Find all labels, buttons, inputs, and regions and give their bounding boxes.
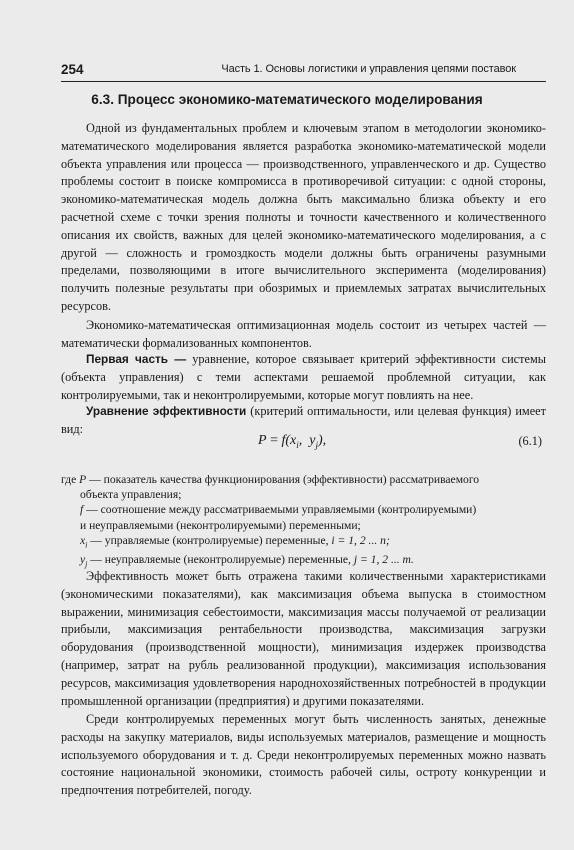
- definition-y: $y_j$ — неуправляемые (неконтролируемые) переменные, j = 1, 2 ... m.: [80, 553, 414, 569]
- first-part-text: уравнение, которое связывает критерий эффективности системы (объекта управления) с теми аспектами решаемой проблемной ситуации, как контролируемыми, так и неконтролируемыми, которые могут повлиять на нее.: [61, 352, 546, 402]
- formula: $P = f(x_i$, $y_j$),: [258, 433, 327, 450]
- paragraph-model-parts: Экономико-математическая оптимизационная модель состоит из четырех частей — математически формализованных компонентов.: [61, 318, 546, 350]
- formula-lhs: P: [258, 433, 267, 448]
- definition-f-continued: и неуправляемыми (неконтролируемыми) переменными;: [80, 518, 361, 532]
- paragraph-intro: Одной из фундаментальных проблем и ключевым этапом в методологии экономико-математического моделирования является разработка экономико-математической модели объекта управления или процесса — производственного, управленческого и др. Существо проблемы состоит в поиске компромисса в противоречивой ситуации: с одной стороны, экономико-математическая модель должна быть максимально близка объекту и его расчетной схеме с точки зрения полноты и точности качественного и количественного описания их свойств, важных для целей экономико-математического моделирования, а с другой — сложность и громоздкость модели должны быть ограничены разумными пределами, позволяющими в итоге вычислительного эксперимента (моделирования) получить полезные результаты при обозримых и приемлемых затратах вычислительных ресурсов.: [61, 121, 546, 313]
- page-number: 254: [61, 62, 84, 77]
- definition-p: где P — показатель качества функционирования (эффективности) рассматриваемого: [61, 473, 480, 486]
- efficiency-equation-text: (критерий оптимальности, или целевая функция) имеет вид:: [61, 404, 546, 436]
- paragraph-variables: Среди контролируемых переменных могут быть численность занятых, денежные расходы на закупку материалов, виды используемых материалов, размещение и мощность используемого оборудования и т. д. Среди неконтролируемых переменных можно назвать состояние национальной экономики, стоимость рабочей силы, остроту конкуренции и предпочтения потребителей, погоду.: [61, 712, 546, 798]
- definition-p-continued: объекта управления;: [80, 488, 182, 502]
- formula-number: (6.1): [518, 434, 542, 448]
- definition-f: f — соотношение между рассматриваемыми управляемыми (контролируемыми): [80, 503, 477, 517]
- section-title: 6.3. Процесс экономико-математического моделирования: [91, 92, 483, 107]
- formula-row: [61, 433, 546, 453]
- definition-x: $x_i$ — управляемые (контролируемые) переменные, i = 1, 2 ... n;: [80, 533, 390, 550]
- formula-definitions: [61, 472, 546, 572]
- first-part-term: Первая часть —: [86, 352, 187, 366]
- efficiency-equation-term: Уравнение эффективности: [86, 404, 247, 418]
- paragraph-first-part: [61, 351, 546, 404]
- running-head: Часть 1. Основы логистики и управления цепями поставок: [221, 63, 516, 75]
- paragraph-efficiency-metrics: Эффективность может быть отражена такими количественными характеристиками (экономическими показателями), как максимизация объема выпуска в стоимостном выражении, минимизация себестоимости, максимизация массы получаемой от реализации прибыли, максимизация рентабельности производства, максимизация загрузки оборудования (производственной мощности), минимизация издержек производства (например, затрат на рубль реализованной продукции), максимизация использования ресурсов, максимизация удовлетворения народнохозяйственных потребностей в продукции промышленной организации (предприятия) и другими показателями.: [61, 569, 546, 708]
- page-header: [61, 59, 546, 82]
